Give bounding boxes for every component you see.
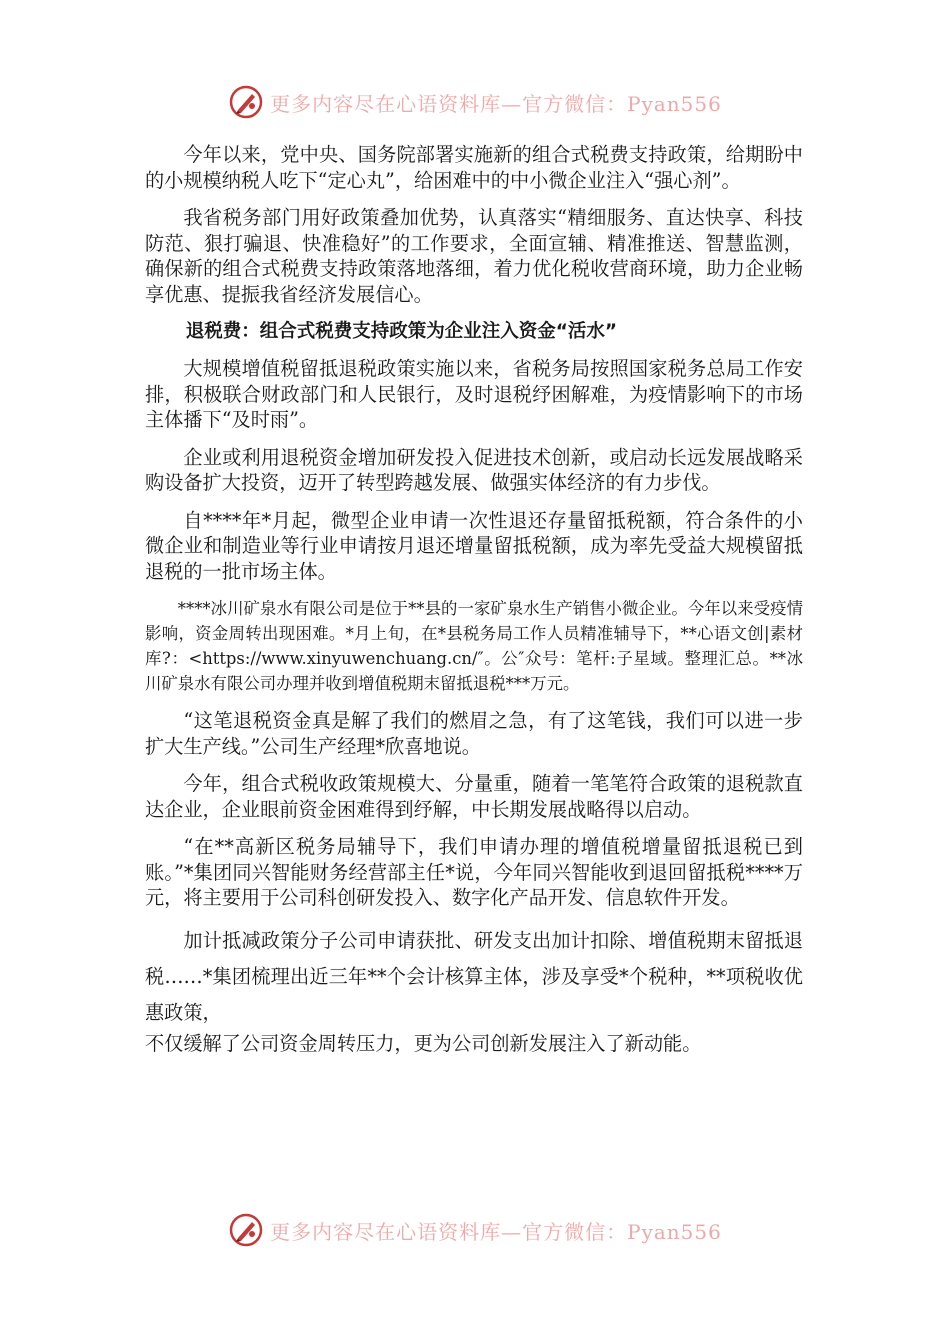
header-banner [0,80,950,124]
paragraph-intro: 今年以来，党中央、国务院部署实施新的组合式税费支持政策，给期盼中的小规模纳税人吃下“定心丸”，给困难中的中小微企业注入“强心剂”。 [145,143,803,192]
paragraph-vat-refund: 大规模增值税留抵退税政策实施以来，省税务局按照国家税务总局工作安排，积极联合财政部门和人民银行，及时退税纾困解难，为疫情影响下的市场主体播下“及时雨”。 [145,357,803,431]
paragraph-quote-tongxing: “在**高新区税务局辅导下，我们申请办理的增值税增量留抵退税已到账。”*集团同兴智能财务经营部主任*说，今年同兴智能收到退回留抵税****万元，将主要用于公司科创研发投入、数字化产品开发、信息软件开发。 [145,835,803,909]
paragraph-glacier-water: ****冰川矿泉水有限公司是位于**县的一家矿泉水生产销售小微企业。今年以来受疫情影响，资金周转出现困难。*月上旬，在*县税务局工作人员精准辅导下，**心语文创|素材库?：<https://www.xinyuwenchuang.cn/″。公″众号：笔杆:子星域。整理汇总。**冰川矿泉水有限公司办理并收到增值税期末留抵退税***万元。 [145,599,803,693]
paragraph-enterprise-investment: 企业或利用退税资金增加研发投入促进技术创新，或启动长远发展战略采购设备扩大投资，迈开了转型跨越发展、做强实体经济的有力步伐。 [145,445,803,494]
banner-text: 更多内容尽在心语资料库—官方微信：Pyan556 [270,91,722,116]
paragraph-quote-manager: “这笔退税资金真是解了我们的燃眉之急，有了这笔钱，我们可以进一步扩大生产线。”公司生产经理*欣喜地说。 [145,709,803,758]
paragraph-tax-department: 我省税务部门用好政策叠加优势，认真落实“精细服务、直达快享、科技防范、狠打骗退、快准稳好”的工作要求，全面宣辅、精准推送、智慧监测，确保新的组合式税费支持政策落地落细，着力优化税收营商环境，助力企业畅享优惠、提振我省经济发展信心。 [145,206,803,306]
pen-logo-icon [228,84,264,120]
article-body [145,142,803,1068]
paragraph-micro-enterprise: 自****年*月起，微型企业申请一次性退还存量留抵税额，符合条件的小微企业和制造业等行业申请按月退还增量留抵税额，成为率先受益大规模留抵退税的一批市场主体。 [145,508,803,583]
paragraph-group-summary-end: 不仅缓解了公司资金周转压力，更为公司创新发展注入了新动能。 [145,1031,702,1055]
paragraph-group-summary: 加计抵减政策分子公司申请获批、研发支出加计扣除、增值税期末留抵退税……*集团梳理出近三年**个会计核算主体，涉及享受*个税种，**项税收优惠政策， [145,928,803,1024]
pen-logo-icon [228,1212,264,1248]
paragraph-policy-scale: 今年，组合式税收政策规模大、分量重，随着一笔笔符合政策的退税款直达企业，企业眼前资金困难得到纾解，中长期发展战略得以启动。 [145,772,803,821]
banner-text: 更多内容尽在心语资料库—官方微信：Pyan556 [270,1219,722,1244]
footer-banner [0,1208,950,1252]
section-heading: 退税费：组合式税费支持政策为企业注入资金“活水” [185,321,618,342]
